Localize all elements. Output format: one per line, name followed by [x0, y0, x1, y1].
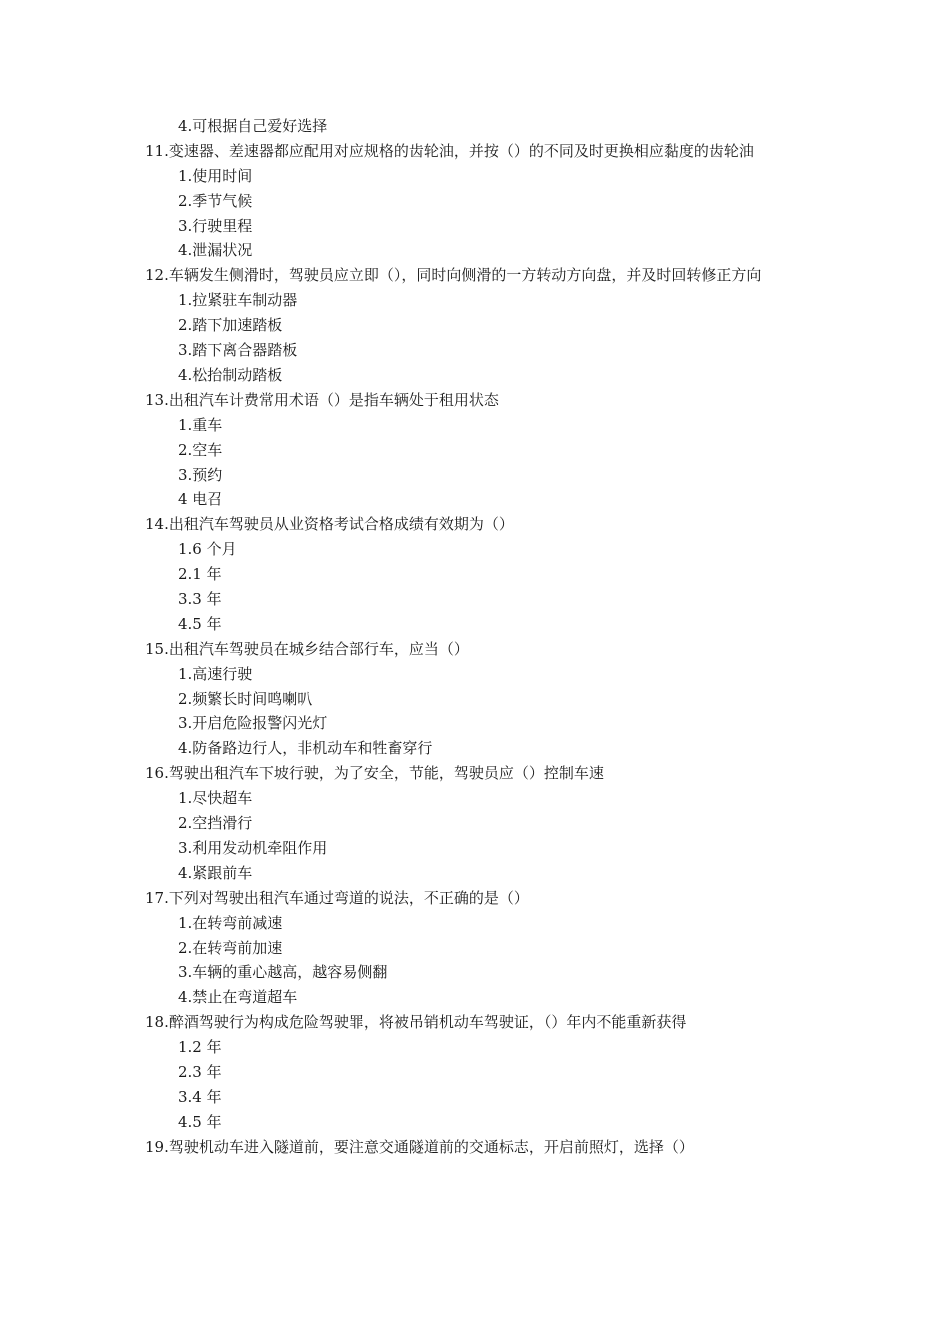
question-block	[145, 1010, 810, 1134]
question-block	[145, 886, 810, 1010]
question-block	[145, 139, 810, 263]
question-stem: 15.出租汽车驾驶员在城乡结合部行车，应当（）	[145, 639, 469, 658]
option-item: 2.1 年	[178, 565, 222, 584]
option-item: 4.松抬制动踏板	[178, 365, 283, 384]
question-stem: 11.变速器、差速器都应配用对应规格的齿轮油，并按（）的不同及时更换相应黏度的齿轮油	[145, 141, 754, 160]
option-item: 3.3 年	[178, 589, 222, 608]
question-block	[145, 1135, 810, 1160]
question-stem: 17.下列对驾驶出租汽车通过弯道的说法，不正确的是（）	[145, 888, 529, 907]
question-block	[145, 637, 810, 761]
option-item: 4.紧跟前车	[178, 863, 253, 882]
option-item: 1.拉紧驻车制动器	[178, 291, 298, 310]
question-block	[145, 263, 810, 387]
question-list	[145, 114, 810, 1160]
option-item: 3.行驶里程	[178, 216, 253, 235]
option-item: 3.4 年	[178, 1087, 222, 1106]
option-item: 3.开启危险报警闪光灯	[178, 714, 328, 733]
option-item: 4.防备路边行人，非机动车和牲畜穿行	[178, 739, 433, 758]
question-stem: 18.醉酒驾驶行为构成危险驾驶罪，将被吊销机动车驾驶证，（）年内不能重新获得	[145, 1013, 687, 1032]
option-item: 4.禁止在弯道超车	[178, 988, 298, 1007]
option-item: 1.2 年	[178, 1038, 222, 1057]
option-item: 3.预约	[178, 465, 223, 484]
option-item: 2.3 年	[178, 1062, 222, 1081]
option-item: 1.重车	[178, 415, 223, 434]
option-item: 4 电召	[178, 490, 223, 509]
option-item: 3.利用发动机牵阻作用	[178, 838, 328, 857]
option-item: 2.季节气候	[178, 191, 253, 210]
option-item: 1.6 个月	[178, 540, 237, 559]
option-item: 2.空挡滑行	[178, 814, 253, 833]
option-item: 2.踏下加速踏板	[178, 316, 283, 335]
question-block	[145, 512, 810, 636]
question-stem: 13.出租汽车计费常用术语（）是指车辆处于租用状态	[145, 390, 499, 409]
option-item: 2.在转弯前加速	[178, 938, 283, 957]
option-item: 4.5 年	[178, 1112, 222, 1131]
question-stem: 16.驾驶出租汽车下坡行驶，为了安全，节能，驾驶员应（）控制车速	[145, 764, 604, 783]
option-item: 2.频繁长时间鸣喇叭	[178, 689, 313, 708]
option-item: 4.5 年	[178, 614, 222, 633]
question-stem: 14.出租汽车驾驶员从业资格考试合格成绩有效期为（）	[145, 515, 514, 534]
option-item: 1.尽快超车	[178, 789, 253, 808]
option-item: 3.车辆的重心越高，越容易侧翻	[178, 963, 388, 982]
question-stem: 12.车辆发生侧滑时，驾驶员应立即（），同时向侧滑的一方转动方向盘，并及时回转修正方向	[145, 266, 762, 285]
question-block	[145, 761, 810, 885]
option-item: 4.泄漏状况	[178, 241, 253, 260]
option-item: 1.使用时间	[178, 166, 253, 185]
option-item: 4.可根据自己爱好选择	[178, 117, 328, 135]
question-stem: 19.驾驶机动车进入隧道前，要注意交通隧道前的交通标志，开启前照灯，选择（）	[145, 1137, 694, 1156]
question-block	[145, 388, 810, 512]
option-item: 1.在转弯前减速	[178, 913, 283, 932]
option-item: 2.空车	[178, 440, 223, 459]
option-item: 3.踏下离合器踏板	[178, 341, 298, 360]
option-item: 1.高速行驶	[178, 664, 253, 683]
